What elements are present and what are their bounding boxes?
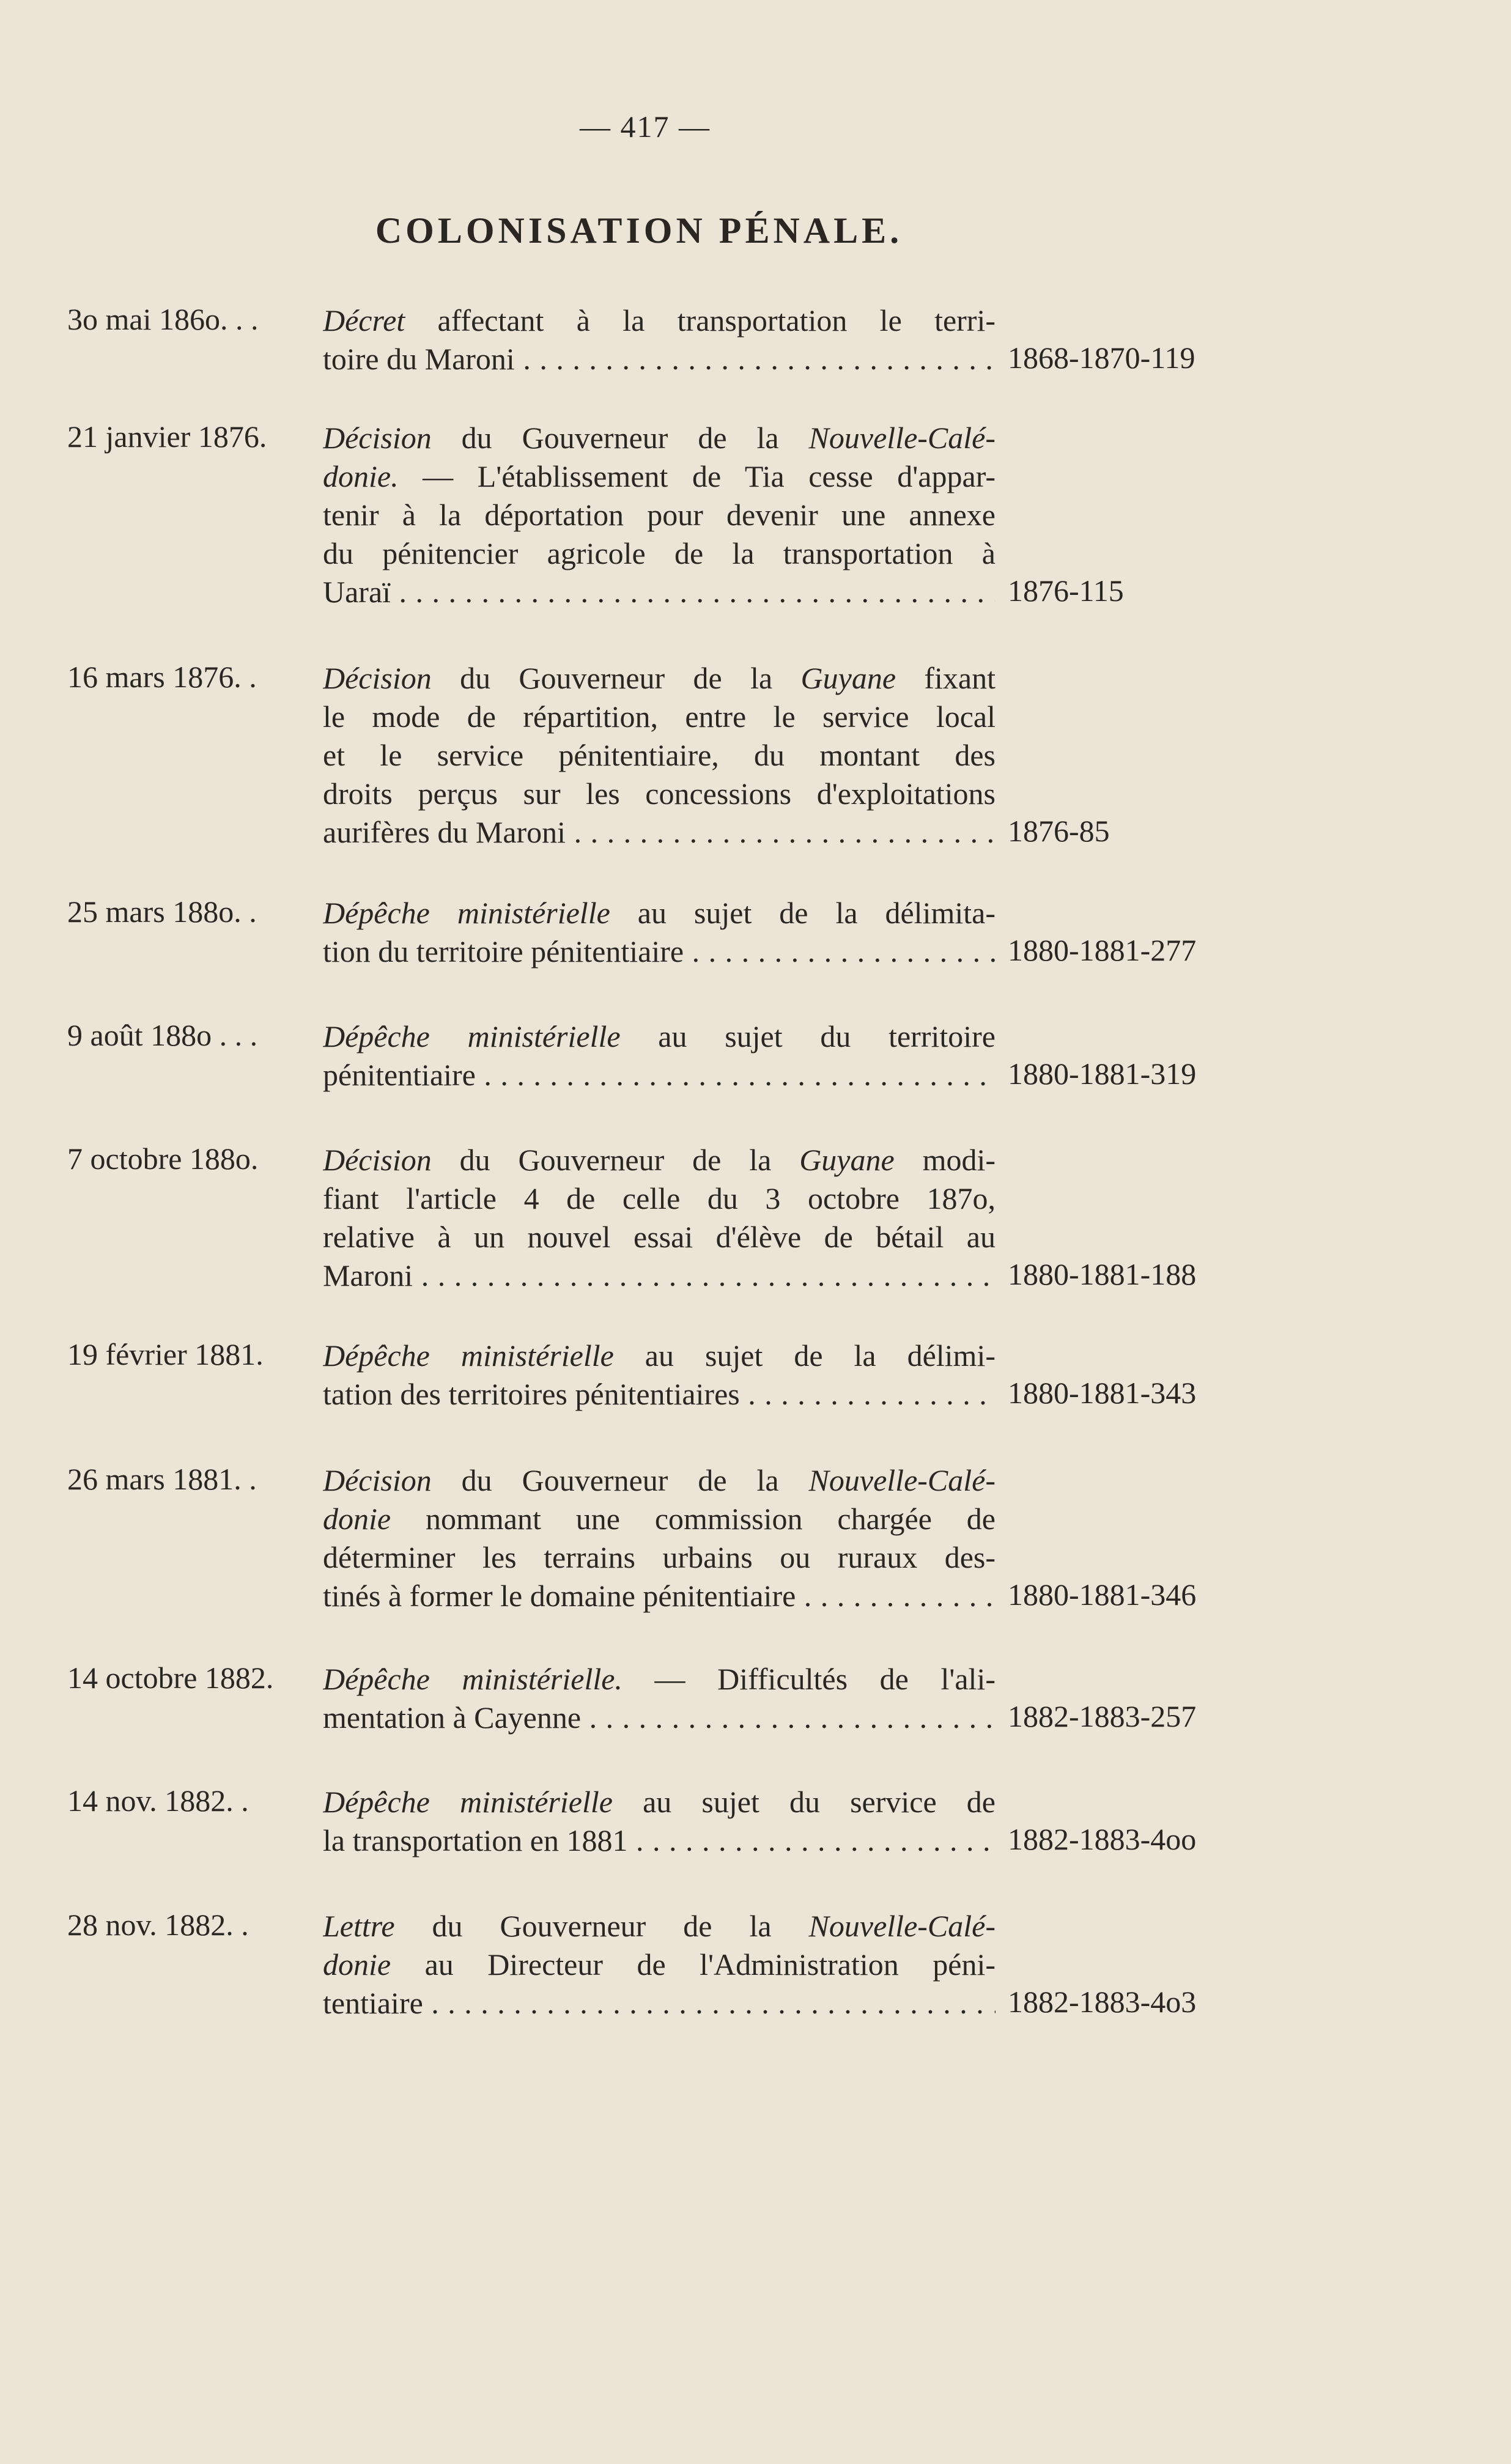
entry-reference: 1882-1883-4o3 xyxy=(1008,1985,1197,2019)
entry-line xyxy=(323,1538,996,1577)
entry-line-text: fiant l'article 4 de celle du 3 octobre 187o, xyxy=(323,1181,996,1215)
entry-line-text: tation des territoires pénitentiaires xyxy=(323,1377,740,1411)
entry-line-text: du Gouverneur de la xyxy=(431,1463,809,1497)
entry-reference: 1876-115 xyxy=(1008,574,1124,608)
entry-line xyxy=(323,1699,996,1737)
entry-line xyxy=(323,1256,996,1295)
entry-line-text: modi- xyxy=(894,1143,996,1177)
entry-description xyxy=(323,419,996,611)
entry-date: 16 mars 1876. . xyxy=(67,660,257,694)
entry-reference: 1880-1881-346 xyxy=(1008,1577,1197,1612)
entry-reference: 1882-1883-257 xyxy=(1008,1699,1197,1733)
entry-reference: 1876-85 xyxy=(1008,814,1110,848)
page-number: — 417 — xyxy=(580,109,711,144)
section-title: COLONISATION PÉNALE. xyxy=(375,210,903,251)
entry-date: 26 mars 1881. . xyxy=(67,1462,257,1496)
entry-description xyxy=(323,659,996,852)
entry-line xyxy=(323,813,996,852)
entry-description xyxy=(323,1660,996,1737)
entry-line-italic: Dépêche ministérielle xyxy=(323,1338,614,1373)
entry-line xyxy=(323,419,996,457)
entry-date: 3o mai 186o. . . xyxy=(67,302,259,336)
entry-line-italic: Décision xyxy=(323,1463,432,1497)
entry-description xyxy=(323,1141,996,1295)
entry-date: 25 mars 188o. . xyxy=(67,894,257,929)
entry-line-italic: Dépêche ministérielle. xyxy=(323,1662,623,1696)
entry-reference: 1880-1881-319 xyxy=(1008,1057,1197,1091)
entry-line-text: fixant xyxy=(896,661,996,695)
entry-line xyxy=(323,573,996,611)
entry-line-text: du pénitencier agricole de la transportation à xyxy=(323,536,996,570)
entry-description xyxy=(323,1907,996,2023)
dot-leader xyxy=(413,1258,996,1293)
dot-leader xyxy=(566,815,996,849)
entry-line xyxy=(323,496,996,534)
entry-line-text: Maroni xyxy=(323,1258,413,1293)
entry-reference: 1868-1870-119 xyxy=(1008,341,1195,375)
entry-line-italic: Nouvelle-Calé- xyxy=(808,421,996,455)
entry-line-italic: donie. xyxy=(323,459,399,493)
entry-line-text: du Gouverneur de la xyxy=(431,1143,800,1177)
entry-line-text: pénitentiaire xyxy=(323,1058,476,1092)
entry-line-text: tion du territoire pénitentiaire xyxy=(323,934,684,968)
entry-date: 28 nov. 1882. . xyxy=(67,1908,249,1942)
entry-line-text: toire du Maroni xyxy=(323,342,515,376)
entry-line-text: du Gouverneur de la xyxy=(394,1909,809,1943)
entry-line xyxy=(323,1821,996,1860)
entry-reference: 1882-1883-4oo xyxy=(1008,1822,1197,1856)
entry-line xyxy=(323,1017,996,1056)
entry-description xyxy=(323,894,996,971)
entry-line xyxy=(323,894,996,932)
entry-line xyxy=(323,1500,996,1538)
entry-line xyxy=(323,1141,996,1179)
entry-line-text: du Gouverneur de la xyxy=(431,661,801,695)
dot-leader xyxy=(796,1579,996,1613)
entry-line-italic: Nouvelle-Calé- xyxy=(808,1463,996,1497)
entry-description xyxy=(323,1461,996,1615)
entry-line xyxy=(323,1056,996,1094)
entry-date: 14 octobre 1882. xyxy=(67,1661,274,1695)
entry-line-text: tentiaire xyxy=(323,1986,423,2020)
entry-line-text: au Directeur de l'Administration péni- xyxy=(391,1947,996,1982)
entry-line xyxy=(323,1660,996,1699)
entry-reference: 1880-1881-277 xyxy=(1008,933,1197,967)
entry-line xyxy=(323,534,996,573)
entry-line-italic: Guyane xyxy=(800,661,896,695)
entry-line xyxy=(323,659,996,698)
entry-line xyxy=(323,932,996,971)
entry-line xyxy=(323,1337,996,1375)
entry-line-italic: Dépêche ministérielle xyxy=(323,896,610,930)
entry-line xyxy=(323,698,996,736)
entry-line xyxy=(323,1907,996,1946)
entry-line-italic: Nouvelle-Calé- xyxy=(808,1909,996,1943)
entry-line-text: mentation à Cayenne xyxy=(323,1700,582,1735)
entry-line-text: au sujet de la délimi- xyxy=(613,1338,996,1373)
entry-line xyxy=(323,1577,996,1615)
dot-leader xyxy=(391,575,996,609)
dot-leader xyxy=(423,1986,996,2020)
entry-date: 14 nov. 1882. . xyxy=(67,1783,249,1818)
entry-reference: 1880-1881-188 xyxy=(1008,1257,1197,1291)
entry-date: 21 janvier 1876. xyxy=(67,419,267,454)
entry-line xyxy=(323,775,996,813)
entry-line-text: la transportation en 1881 xyxy=(323,1823,628,1857)
entry-line-text: et le service pénitentiaire, du montant des xyxy=(323,738,996,772)
entry-line-italic: donie xyxy=(323,1947,391,1982)
entry-line xyxy=(323,340,996,378)
dot-leader xyxy=(581,1700,996,1735)
entry-line-text: Uaraï xyxy=(323,575,391,609)
dot-leader xyxy=(515,342,996,376)
entry-line-text: du Gouverneur de la xyxy=(431,421,809,455)
entry-line-text: relative à un nouvel essai d'élève de bétail au xyxy=(323,1220,996,1254)
entry-line-italic: Dépêche ministérielle xyxy=(323,1785,613,1819)
entry-line-text: au sujet du service de xyxy=(612,1785,996,1819)
entry-line xyxy=(323,1461,996,1500)
entry-date: 9 août 188o . . . xyxy=(67,1018,258,1052)
entry-line-text: le mode de répartition, entre le service local xyxy=(323,699,996,734)
entry-line-italic: Décision xyxy=(323,421,432,455)
entry-line-text: au sujet du territoire xyxy=(620,1019,996,1053)
entry-line xyxy=(323,1783,996,1821)
entry-line xyxy=(323,457,996,496)
dot-leader xyxy=(476,1058,996,1092)
entry-line-text: droits perçus sur les concessions d'exploitations xyxy=(323,776,996,811)
entry-description xyxy=(323,1017,996,1094)
entry-line-italic: Lettre xyxy=(323,1909,395,1943)
dot-leader xyxy=(628,1823,996,1857)
entry-line-italic: Décision xyxy=(323,661,432,695)
entry-line-text: aurifères du Maroni xyxy=(323,815,566,849)
entry-line-text: affectant à la transportation le terri- xyxy=(405,303,996,338)
entry-line-text: tenir à la déportation pour devenir une annexe xyxy=(323,498,996,532)
entry-line-text: au sujet de la délimita- xyxy=(610,896,996,930)
entry-line-italic: donie xyxy=(323,1502,391,1536)
entry-line-italic: Dépêche ministérielle xyxy=(323,1019,621,1053)
entry-line-text: nommant une commission chargée de xyxy=(391,1502,996,1536)
dot-leader xyxy=(740,1377,996,1411)
entry-reference: 1880-1881-343 xyxy=(1008,1376,1197,1410)
entry-date: 7 octobre 188o. xyxy=(67,1142,259,1176)
entry-line xyxy=(323,1179,996,1218)
entry-line-text: — L'établissement de Tia cesse d'appar- xyxy=(398,459,996,493)
entry-line-italic: Décision xyxy=(323,1143,432,1177)
entry-line xyxy=(323,736,996,775)
entry-description xyxy=(323,1337,996,1414)
entry-line-text: tinés à former le domaine pénitentiaire xyxy=(323,1579,796,1613)
entry-line-italic: Guyane xyxy=(799,1143,895,1177)
entry-line xyxy=(323,301,996,340)
entry-line-text: — Difficultés de l'ali- xyxy=(622,1662,996,1696)
entry-line xyxy=(323,1375,996,1414)
entry-line xyxy=(323,1984,996,2023)
entry-description xyxy=(323,301,996,378)
entry-line xyxy=(323,1218,996,1256)
dot-leader xyxy=(684,934,996,968)
entry-line-italic: Décret xyxy=(323,303,405,338)
entry-description xyxy=(323,1783,996,1860)
entry-date: 19 février 1881. xyxy=(67,1337,264,1371)
entry-line xyxy=(323,1946,996,1984)
entry-line-text: déterminer les terrains urbains ou ruraux des- xyxy=(323,1540,996,1574)
